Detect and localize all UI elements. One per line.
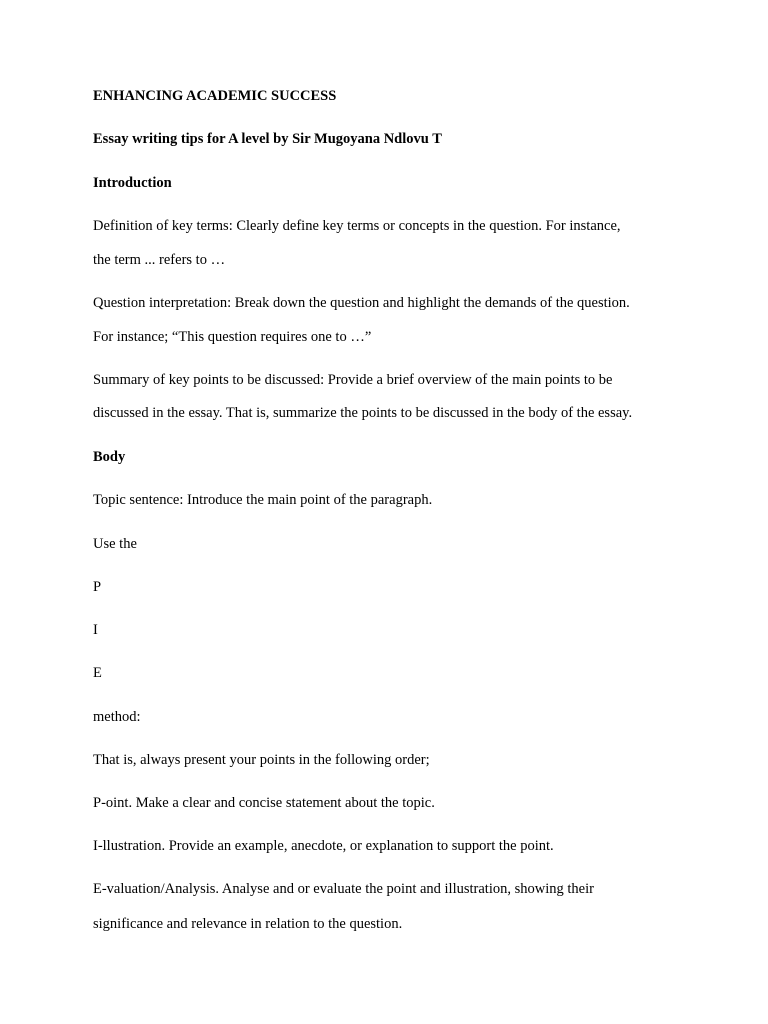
summary-line-2: discussed in the essay. That is, summarize the points to be discussed in the body of the essay. bbox=[93, 405, 633, 421]
introduction-heading: Introduction bbox=[93, 175, 172, 191]
order-intro: That is, always present your points in the following order; bbox=[93, 752, 430, 768]
definition-line-1: Definition of key terms: Clearly define key terms or concepts in the question. For instance, bbox=[93, 218, 621, 234]
document-subtitle: Essay writing tips for A level by Sir Mugoyana Ndlovu T bbox=[93, 131, 442, 147]
document-title: ENHANCING ACADEMIC SUCCESS bbox=[93, 88, 337, 104]
use-the-text: Use the bbox=[93, 536, 137, 552]
interpretation-line-2: For instance; “This question requires one to …” bbox=[93, 329, 372, 345]
definition-line-2: the term ... refers to … bbox=[93, 252, 226, 268]
method-text: method: bbox=[93, 709, 141, 725]
pie-letter-i: I bbox=[93, 622, 98, 638]
summary-line-1: Summary of key points to be discussed: Provide a brief overview of the main points to be bbox=[93, 372, 613, 388]
interpretation-line-1: Question interpretation: Break down the question and highlight the demands of the question. bbox=[93, 295, 630, 311]
evaluation-line-1: E-valuation/Analysis. Analyse and or evaluate the point and illustration, showing their bbox=[93, 881, 594, 897]
topic-sentence: Topic sentence: Introduce the main point of the paragraph. bbox=[93, 492, 433, 508]
pie-letter-p: P bbox=[93, 579, 102, 595]
pie-letter-e: E bbox=[93, 665, 102, 681]
point-description: P-oint. Make a clear and concise statement about the topic. bbox=[93, 795, 435, 811]
body-heading: Body bbox=[93, 449, 126, 465]
illustration-description: I-llustration. Provide an example, anecdote, or explanation to support the point. bbox=[93, 838, 554, 854]
evaluation-line-2: significance and relevance in relation to the question. bbox=[93, 916, 403, 932]
